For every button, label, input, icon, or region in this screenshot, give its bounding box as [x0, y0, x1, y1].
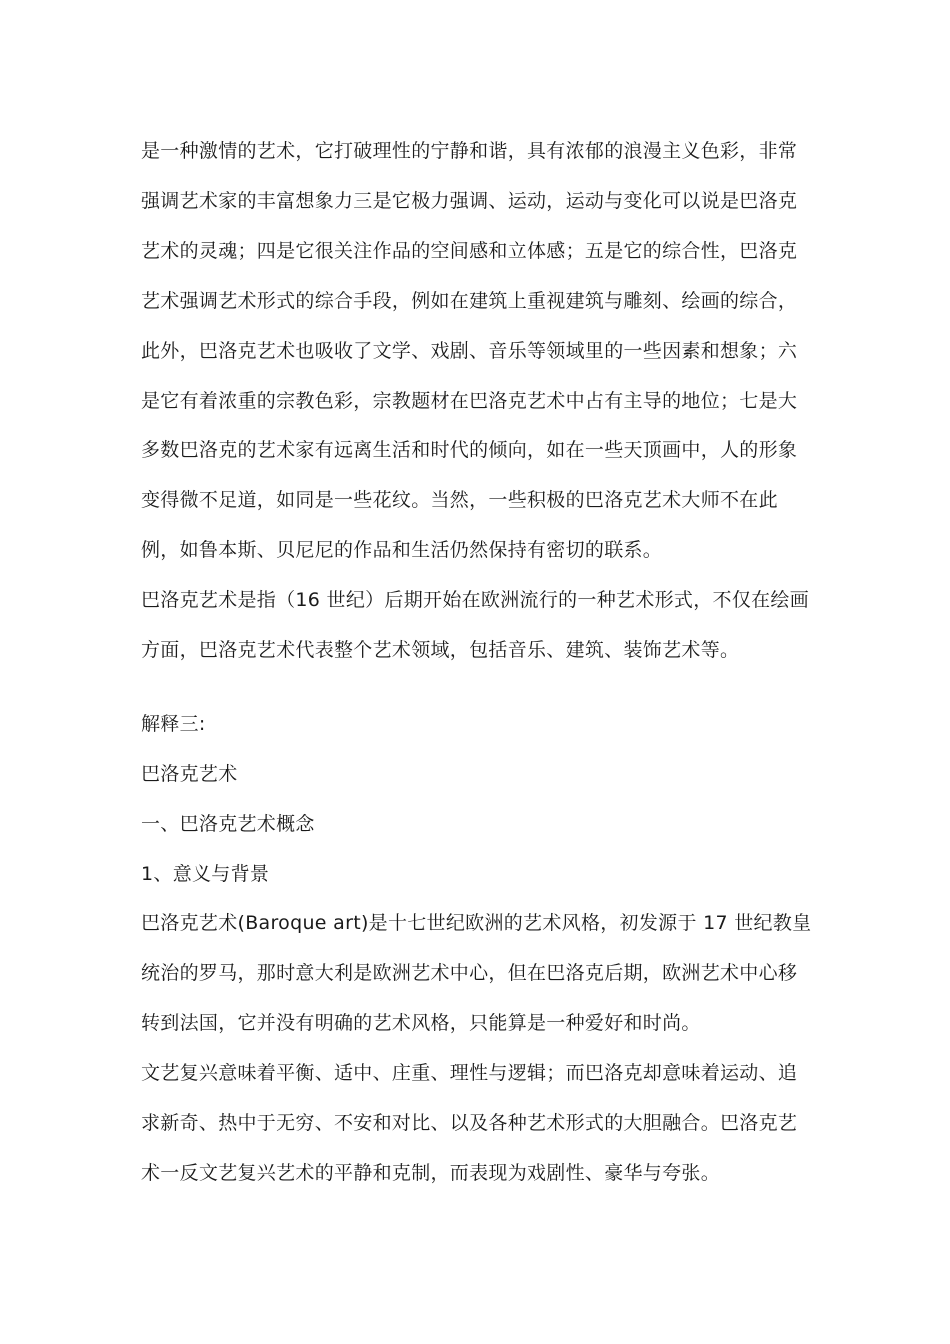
text-line: 艺术的灵魂；四是它很关注作品的空间感和立体感；五是它的综合性，巴洛克: [141, 240, 798, 262]
text-line: 多数巴洛克的艺术家有远离生活和时代的倾向，如在一些天顶画中，人的形象: [141, 439, 798, 461]
page-title: 巴洛克艺术: [141, 763, 238, 785]
text-line: 艺术强调艺术形式的综合手段，例如在建筑上重视建筑与雕刻、绘画的综合，: [141, 290, 798, 312]
text-line: 统治的罗马，那时意大利是欧洲艺术中心，但在巴洛克后期，欧洲艺术中心移: [141, 962, 798, 984]
text-line: 例，如鲁本斯、贝尼尼的作品和生活仍然保持有密切的联系。: [141, 539, 663, 561]
text-line: 方面，巴洛克艺术代表整个艺术领域，包括音乐、建筑、装饰艺术等。: [141, 639, 740, 661]
text-line: 转到法国，它并没有明确的艺术风格，只能算是一种爱好和时尚。: [141, 1012, 701, 1034]
text-line: 是它有着浓重的宗教色彩，宗教题材在巴洛克艺术中占有主导的地位；七是大: [141, 390, 798, 412]
text-line: 巴洛克艺术是指（16 世纪）后期开始在欧洲流行的一种艺术形式，不仅在绘画: [141, 589, 810, 611]
section-label: 解释三:: [141, 713, 206, 735]
text-line: 此外，巴洛克艺术也吸收了文学、戏剧、音乐等领域里的一些因素和想象；六: [141, 340, 798, 362]
text-line: 术一反文艺复兴艺术的平静和克制，而表现为戏剧性、豪华与夸张。: [141, 1162, 721, 1184]
subheading: 1、意义与背景: [141, 863, 270, 885]
heading: 一、巴洛克艺术概念: [141, 813, 315, 835]
text-line: 强调艺术家的丰富想象力三是它极力强调、运动，运动与变化可以说是巴洛克: [141, 190, 798, 212]
text-line: 巴洛克艺术(Baroque art)是十七世纪欧洲的艺术风格，初发源于 17 世纪教皇: [141, 912, 812, 934]
text-line: 变得微不足道，如同是一些花纹。当然，一些积极的巴洛克艺术大师不在此: [141, 489, 778, 511]
text-line: 求新奇、热中于无穷、不安和对比、以及各种艺术形式的大胆融合。巴洛克艺: [141, 1112, 798, 1134]
text-line: 文艺复兴意味着平衡、适中、庄重、理性与逻辑；而巴洛克却意味着运动、追: [141, 1062, 798, 1084]
text-line: 是一种激情的艺术，它打破理性的宁静和谐，具有浓郁的浪漫主义色彩，非常: [141, 140, 798, 162]
